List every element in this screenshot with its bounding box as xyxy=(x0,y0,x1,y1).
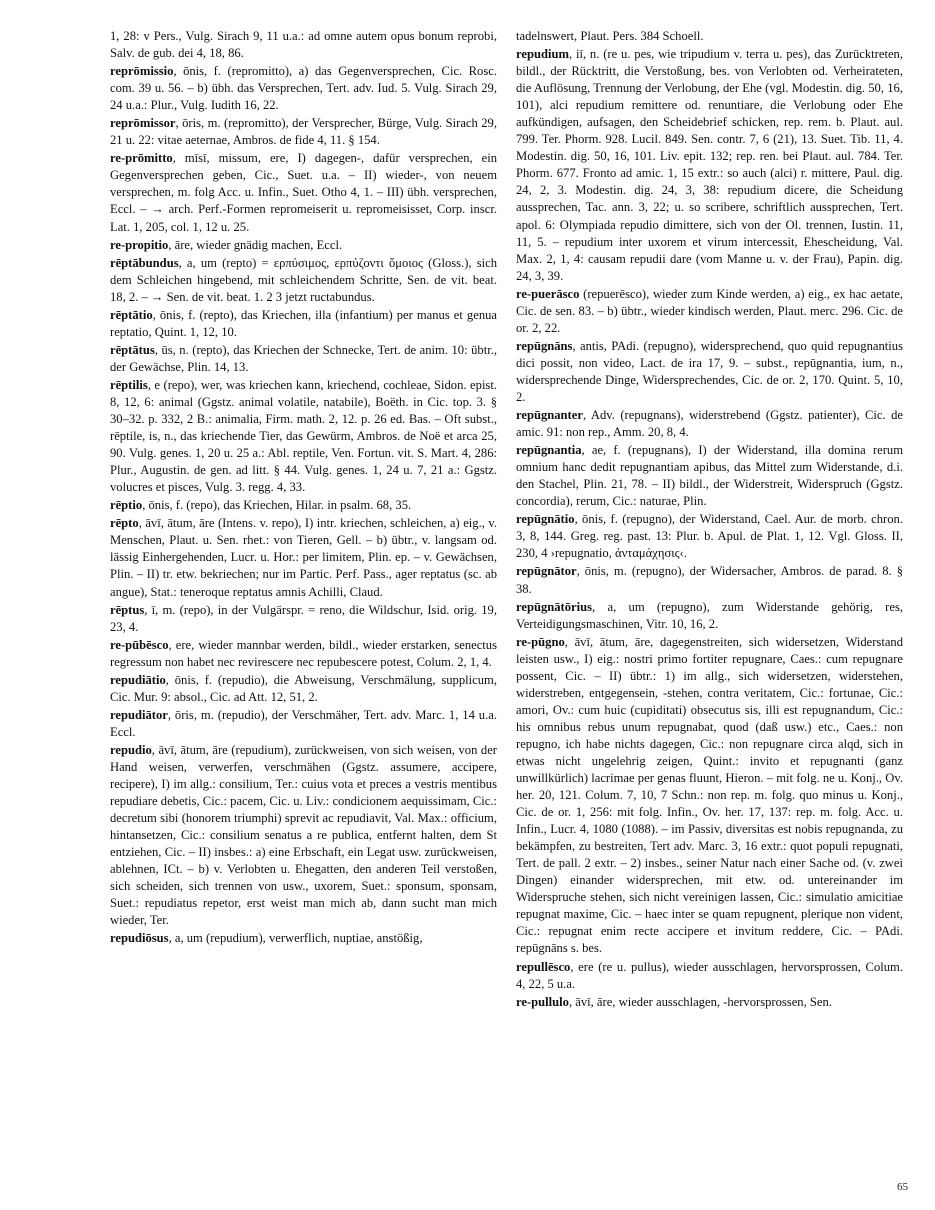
entry-lemma: rēptātio xyxy=(110,307,153,322)
dictionary-entry xyxy=(110,637,497,671)
dictionary-entry xyxy=(516,46,903,285)
entry-text: , āre, wieder gnädig machen, Eccl. xyxy=(168,237,343,252)
entry-lemma: repūgnantia xyxy=(516,443,582,458)
dictionary-entry xyxy=(516,634,903,958)
entry-lemma: rēptilis xyxy=(110,377,148,392)
page-number: 65 xyxy=(897,1181,908,1193)
entry-text: , ūs, n. (repto), das Kriechen der Schnecke, Tert. de anim. 10: übtr., der Gewächse, Plin. 14, 13. xyxy=(110,342,497,374)
entry-text: , iī, n. (re u. pes, wie tripudium v. terra u. pes), das Zurücktreten, bildl., der Rücktritt, die Verstoßung, bes. von Verlobten od. Verheirateten, die Auflösung, Trennung der Verlobung, der Ehe (vgl. Modestin. dig. 50, 16, 101), alci repudium remittere od. renuntiare, die Verlobung oder Ehe aufkündigen, aufsagen, den Scheidebrief schicken, rep. rem. b. Plaut. aul. 799. Ter. Phorm. 928. Lucil. 849. Sen. contr. 7, 6 (21), 13. Suet. Tib. 11, 4. Modestin. dig. 50, 16, 101. Liv. epit. 132; rep. ren. bei Plaut. aul. 784. Ter. Phorm. 677. Fronto ad amic. 1, 15 extr.: so auch (alci) r. mittere, Paul. dig. 24, 2, 3. Modestin. dig. 24, 3, 38: repudium dicere, die Scheidung aussprechen, Tac. ann. 3, 22; u. so scribere, schriftlich aussprechen, Tert. apol. 6: Olympiada repudio dimittere, sich von der Ol. trennen, Iustin. 11, 11, 5. – repudium inter uxorem et virum intercessit, Ehescheidung, Val. Max. 2, 1, 4: causam repudii dare (vom Manne u. v. der Frau), Papin. dig. 24, 3, 39. xyxy=(516,47,903,283)
entry-lemma: repūgnāns xyxy=(516,338,573,353)
entry-text: , mīsī, missum, ere, I) dagegen-, dafür versprechen, ein Gegenversprechen geben, Cic., Suet. u.a. – II) wieder-, von neuem versprechen, m. folg Acc. u. Infin., Suet. Otho 4, 1. – III) übh. versprechen, Eccl. – → arch. Perf.-Formen repromeiserit u. repromeisisset, Corp. inscr. Lat. 1, 205, col. 1, 12 u. 25. xyxy=(110,151,497,234)
entry-text: , ere, wieder mannbar werden, bildl., wieder erstarken, senectus regressum non habet nec revirescere nec repubescere potest, Colum. 2, 1, 4. xyxy=(110,637,497,669)
entry-lemma: repudium xyxy=(516,47,569,62)
dictionary-entry xyxy=(110,742,497,930)
entry-text: , āvī, ātum, āre (repudium), zurückweisen, von sich weisen, von der Hand weisen, verwerfen, verschmähen (Ggstz. assumere, accipere, recipere), I) im allg.: consilium, Ter.: cuius vota et preces a vestris mentibus repudiare debetis, Cic.: pacem, Cic. u. Liv.: condicionem aequissimam, Cic.: decretum sibi (honorem triumphi) sprevit ac repudiavit, Val. Max.: officium, hintansetzen, Cic.: consilium senatus a re publica, entfernt halten, dem St entziehen, Cic. – II) insbes.: a) eine Erbschaft, ein Legat usw. zurückweisen, ablehnen, ICt. – b) v. Verlobten u. Ehegatten, den anderen Teil verstoßen, sich scheiden, sich trennen von usw., uxorem, Suet.: sponsum, sponsam, Suet.: repudiatus repetor, erst weist man mich ab, dann sucht man mich wieder, Ter. xyxy=(110,742,497,928)
entry-text: , āvī, āre, wieder ausschlagen, -hervorsprossen, Sen. xyxy=(568,994,832,1009)
dictionary-entry xyxy=(110,63,497,114)
dictionary-entry xyxy=(516,994,903,1011)
dictionary-entry xyxy=(516,442,903,510)
entry-text: , e (repo), wer, was kriechen kann, kriechend, cochleae, Sidon. epist. 8, 12, 6: animal (Ggstz. animal volatile, natabile), Boëth. in Cic. top. 3. § 30–32. p. 332, 2 B.: animalia, Firm. math. 2, 12. p. 26 ed. Bas. – Oft subst., rēptile, is, n., das kriechende Tier, das Gewürm, Ambros. de Noë et arca 25, 90. Vulg. genes. 1, 20 u. 25 a.: Abl. reptile, Ven. Fortun. vit. S. Mart. 4, 286: Plur., Augustin. de gen. ad litt. § 44. Vulg. genes. 1, 24 u. 7, 21 a.: Ggstz. volucres et pisces, Vulg. 3. regg. 4, 33. xyxy=(110,377,497,495)
dictionary-entry xyxy=(110,115,497,149)
entry-lemma: repudiōsus xyxy=(110,931,169,946)
dictionary-entry xyxy=(110,515,497,600)
entry-lemma: reprōmissor xyxy=(110,116,176,131)
entry-text: , Adv. (repugnans), widerstrebend (Ggstz. patienter), Cic. de amic. 91: non rep., Amm. 20, 8, 4. xyxy=(516,408,903,440)
entry-lemma: rēpto xyxy=(110,516,139,531)
dictionary-entry xyxy=(110,602,497,636)
dictionary-entry xyxy=(110,672,497,706)
entry-lemma: repūgnātōrius xyxy=(516,599,593,614)
entry-lemma: rēptus xyxy=(110,602,145,617)
entry-lemma: repūgnātor xyxy=(516,564,577,579)
entry-lemma: repūgnātio xyxy=(516,512,575,527)
right-column xyxy=(516,28,903,1176)
dictionary-entry xyxy=(110,28,497,62)
entry-text: , ōnis, f. (repto), das Kriechen, illa (infantium) per manus et genua reptatio, Quint. 1, 12, 10. xyxy=(110,307,497,339)
entry-lemma: re-propitio xyxy=(110,237,169,252)
dictionary-entry xyxy=(110,150,497,235)
dictionary-entry xyxy=(110,930,497,947)
entry-text: 1, 28: v Pers., Vulg. Sirach 9, 11 u.a.: ad omne autem opus bonum reprobi, Salv. de gub. dei 4, 18, 86. xyxy=(110,29,497,61)
entry-text: , a, um (repto) = ερπύσιμος, ερπύζοντι ὅμοιος (Gloss.), sich dem Schleichen hingebend, mit schleichendem Schritte, Sen. de vit. beat. 18, 2. – → Sen. de vit. beat. 1. 2 3 jetzt ructabundus. xyxy=(110,255,497,304)
dictionary-entry xyxy=(516,28,903,45)
entry-text: (repuerēsco), wieder zum Kinde werden, a) eig., ex hac aetate, Cic. de sen. 83. – b) übtr., wieder kindisch werden, Plaut. merc. 296. Cic. de or. 2, 22. xyxy=(516,286,903,335)
entry-text: , ī, m. (repo), in der Vulgärspr. = reno, die Wildschur, Isid. orig. 19, 23, 4. xyxy=(110,602,497,634)
dictionary-entry xyxy=(516,511,903,562)
entry-text: tadelnswert, Plaut. Pers. 384 Schoell. xyxy=(516,29,704,43)
dictionary-entry xyxy=(110,342,497,376)
entry-lemma: reprōmissio xyxy=(110,64,174,79)
dictionary-entry xyxy=(516,599,903,633)
entry-text: , ae, f. (repugnans), I) der Widerstand, illa domina rerum omnium hanc dedit repugnantiam apibus, das Mittel zum Widerstande, d.i. den Stachel, Plin. 21, 78. – II) bildl., der Widerstreit, Widerspruch (Ggstz. concordia), rerum, Cic.: naturae, Plin. xyxy=(516,443,903,509)
entry-lemma: repullēsco xyxy=(516,959,571,974)
entry-text: , ere (re u. pullus), wieder ausschlagen, hervorsprossen, Colum. 4, 22, 5 u.a. xyxy=(516,959,903,991)
left-column xyxy=(110,28,497,1176)
entry-lemma: re-puerāsco xyxy=(516,286,580,301)
entry-text: , āvī, ātum, āre (Intens. v. repo), I) intr. kriechen, schleichen, a) eig., v. Menschen, Plaut. u. Sen. rhet.: von Tieren, Gell. – b) übtr., v. langsam od. lässig Einhergehenden, Lucr. u. Hor.: per limitem, Plin. ep. – v. Gewächsen, Plin. – II) tr. etw. bekriechen; nur im Partic. Perf. Pass., ager reptatus (sc. ab angue), Stat.: teneroque reptatus amnis Achilli, Claud. xyxy=(110,516,497,599)
entry-lemma: rēptābundus xyxy=(110,255,179,270)
dictionary-entry xyxy=(516,338,903,406)
dictionary-entry xyxy=(110,497,497,514)
entry-text: , antis, PAdi. (repugno), widersprechend, quo quid repugnantius dici possit, non video, Lact. de ira 17, 9. – subst., repūgnantia, ium, n., widersprechende Dinge, Widersprechendes, Cic. de or. 2, 170. Quint. 5, 10, 2. xyxy=(516,338,903,404)
entry-lemma: re-prōmitto xyxy=(110,151,173,166)
dictionary-entry xyxy=(516,959,903,993)
entry-lemma: repudiātio xyxy=(110,672,166,687)
entry-lemma: repudio xyxy=(110,742,152,757)
entry-text: , āvī, ātum, āre, dagegenstreiten, sich widersetzen, Widerstand leisten usw., I) eig.: nostri primo fortiter repugnare, Caes.: cum repugnare possent, Cic. – II) übtr.: 1) im allg., sich widersetzen, widerstehen, widerstreben, entgegensein, -stehen, contra veritatem, Cic.: fortunae, Cic.: amori, Ov.: cum huic (cupiditati) obsecutus sis, illi est repugnandum, Cic.: his omnibus rebus unum repugnabat, quod (daß usw.) etc., Caes.: non repugno, ich habe nichts dagegen, Cic.: non repugnare circa alqd, sich in etwas nicht ungelehrig zeigen, Quint.: invito et repugnanti (ganz unwillkürlich) lacrimae per genas fluunt, Hieron. – mit folg. ne u. Konj., Ov. her. 20, 121. Colum. 7, 10, 7 Schn.: non rep. m. folg. quo minus u. Konj., Cic. de or. 1, 256: mit folg. Infin., Ov. her. 17, 137: rep. m. folg. Acc. u. Infin., Lucr. 4, 1080 (1088). – im Passiv, diversitas est nobis repugnanda, zu bekämpfen, zu bestreiten, Tert adv. Marc. 3, 16 extr.: quot populi repugnati, Tert. de pall. 2 extr. – 2) insbes., seiner Natur nach einer Sache od. (v. zwei Dingen) einander widersprechen, mit etw. od. untereinander im Widerspruche stehen, sich nicht vereinigen lassen, Cic.: simulatio amicitiae repugnat maxime, Cic. – haec inter se quam repugnent, plerique non vident, Cic.: repugnat enim recte accipere et invitum reddere, Cic. – PAdi. repūgnāns s. bes. xyxy=(516,634,903,956)
dictionary-entry xyxy=(516,286,903,337)
entry-text: , ōnis, m. (repugno), der Widersacher, Ambros. de parad. 8. § 38. xyxy=(516,564,903,596)
entry-text: , a, um (repudium), verwerflich, nuptiae, anstößig, xyxy=(168,931,423,946)
entry-lemma: repūgnanter xyxy=(516,408,583,423)
dictionary-entry xyxy=(110,707,497,741)
dictionary-entry xyxy=(110,377,497,496)
entry-text: , ōris, m. (repromitto), der Versprecher, Bürge, Vulg. Sirach 29, 21 u. 22: vitae aeternae, Ambros. de fide 4, 11. § 154. xyxy=(110,116,497,148)
entry-lemma: re-pullulo xyxy=(516,994,569,1009)
dictionary-entry xyxy=(110,255,497,306)
dictionary-entry xyxy=(516,407,903,441)
dictionary-entry xyxy=(110,237,497,254)
entry-text: , ōnis, f. (repudio), die Abweisung, Verschmälung, supplicum, Cic. Mur. 9: absol., Cic. ad Att. 12, 51, 2. xyxy=(110,672,497,704)
entry-text: , ōnis, f. (repugno), der Widerstand, Cael. Aur. de morb. chron. 3, 8, 144. Greg. reg. past. 13: Plur. b. Apul. de Plat. 1, 12. Vgl. Gloss. II, 230, 4 ›repugnatio, ἀνταμάχησις‹. xyxy=(516,512,903,561)
entry-lemma: rēptātus xyxy=(110,342,155,357)
entry-text: , ōris, m. (repudio), der Verschmäher, Tert. adv. Marc. 1, 14 u.a. Eccl. xyxy=(110,707,497,739)
entry-lemma: re-pūgno xyxy=(516,634,565,649)
entry-text: , ōnis, f. (repromitto), a) das Gegenversprechen, Cic. Rosc. com. 39 u. 56. – b) übh. das Versprechen, Tert. adv. Iud. 5. Vulg. Sirach 29, 24 u.a.: Plur., Vulg. Iudith 16, 22. xyxy=(110,64,497,113)
entry-lemma: repudiātor xyxy=(110,707,168,722)
dictionary-entry xyxy=(110,307,497,341)
entry-lemma: rēptio xyxy=(110,498,143,513)
entry-text: , ōnis, f. (repo), das Kriechen, Hilar. in psalm. 68, 35. xyxy=(142,498,412,513)
dictionary-entry xyxy=(516,563,903,597)
entry-text: , a, um (repugno), zum Widerstande gehörig, res, Verteidigungsmaschinen, Vitr. 10, 16, 2. xyxy=(516,599,903,631)
entry-lemma: re-pūbēsco xyxy=(110,637,169,652)
